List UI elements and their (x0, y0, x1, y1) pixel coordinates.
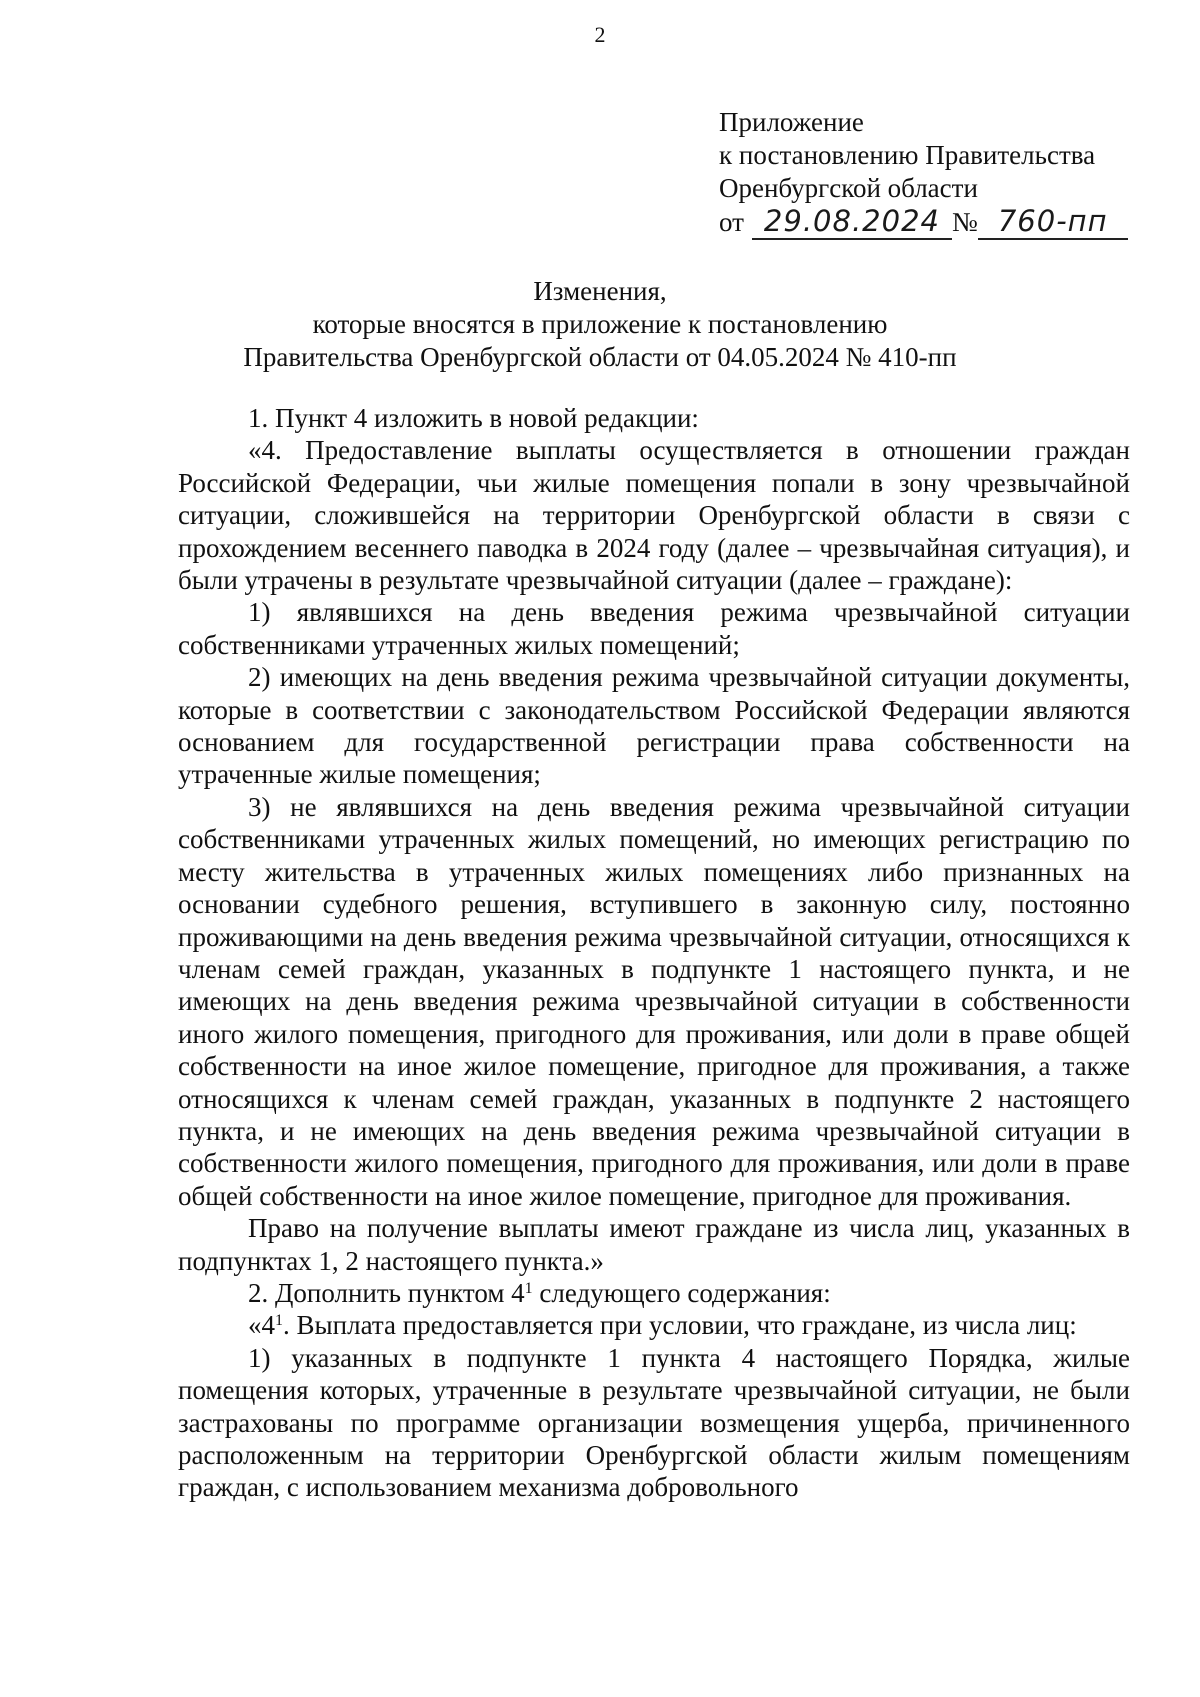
paragraph-item-2 (178, 1277, 1130, 1309)
document-body (178, 402, 1130, 1504)
text-span: 2. Дополнить пунктом 4 (248, 1277, 525, 1308)
title-line-1: Изменения, (533, 276, 667, 306)
paragraph-condition-1: 1) указанных в подпункте 1 пункта 4 настоящего Порядка, жилые помещения которых, утраченные в результате чрезвычайной ситуации, не были застрахованы по программе организации возмещения ущерба, причиненного расположенным на территории Оренбургской области жилым помещениям граждан, с использованием механизма добровольного (178, 1342, 1130, 1503)
paragraph-item-1: 1. Пункт 4 изложить в новой редакции: (248, 403, 699, 433)
paragraph-point-4: «4. Предоставление выплаты осуществляется в отношении граждан Российской Федерации, чьи жилые помещения попали в зону чрезвычайной ситуации, сложившейся на территории Оренбургской области в связи с прохождением весеннего паводка в 2024 году (далее – чрезвычайная ситуация), и были утрачены в результате чрезвычайной ситуации (далее – граждане): (178, 435, 1130, 596)
superscript: 1 (275, 1312, 283, 1330)
document-title (0, 275, 1200, 374)
paragraph-subpoint-2: 2) имеющих на день введения режима чрезвычайной ситуации документы, которые в соответствии с законодательством Российской Федерации являются основанием для государственной регистрации права собственности на утраченные жилые помещения; (178, 662, 1130, 790)
appendix-date-number (719, 205, 1128, 240)
handwritten-date: 29.08.2024 (752, 205, 952, 240)
appendix-block (719, 106, 1128, 240)
text-span: «4 (248, 1310, 275, 1341)
appendix-resolution-ref: к постановлению Правительства (719, 140, 1096, 170)
number-prefix: № (951, 207, 978, 237)
page-number: 2 (594, 22, 606, 47)
paragraph-subpoint-3: 3) не являвшихся на день введения режима чрезвычайной ситуации собственниками утраченных жилых помещений, но имеющих регистрацию по месту жительства в утраченных жилых помещениях либо признанных на основании судебного решения, вступившего в законную силу, постоянно проживающими на день введения режима чрезвычайной ситуации, относящихся к членам семей граждан, указанных в подпункте 1 настоящего пункта, и не имеющих на день введения режима чрезвычайной ситуации в собственности иного жилого помещения, пригодного для проживания, или доли в праве общей собственности на иное жилое помещение, пригодное для проживания, а также относящихся к членам семей граждан, указанных в подпункте 2 настоящего пункта, и не имеющих на день введения режима чрезвычайной ситуации в собственности жилого помещения, пригодного для проживания, или доли в праве общей собственности на иное жилое помещение, пригодное для проживания. (178, 791, 1130, 1211)
text-span: . Выплата предоставляется при условии, что граждане, из числа лиц: (283, 1310, 1077, 1341)
paragraph-point-4-1 (178, 1309, 1130, 1341)
title-line-3: Правительства Оренбургской области от 04.05.2024 № 410-пп (243, 342, 957, 372)
appendix-region: Оренбургской области (719, 173, 978, 203)
paragraph-right-to-payment: Право на получение выплаты имеют граждане из числа лиц, указанных в подпунктах 1, 2 настоящего пункта.» (178, 1213, 1130, 1276)
title-line-2: которые вносятся в приложение к постановлению (312, 309, 888, 339)
superscript: 1 (524, 1279, 533, 1297)
date-prefix: от (719, 207, 744, 237)
text-span: следующего содержания: (532, 1277, 831, 1308)
appendix-title: Приложение (719, 107, 864, 137)
paragraph-subpoint-1: 1) являвшихся на день введения режима чрезвычайной ситуации собственниками утраченных жилых помещений; (178, 597, 1130, 660)
handwritten-number: 760-пп (978, 205, 1128, 240)
